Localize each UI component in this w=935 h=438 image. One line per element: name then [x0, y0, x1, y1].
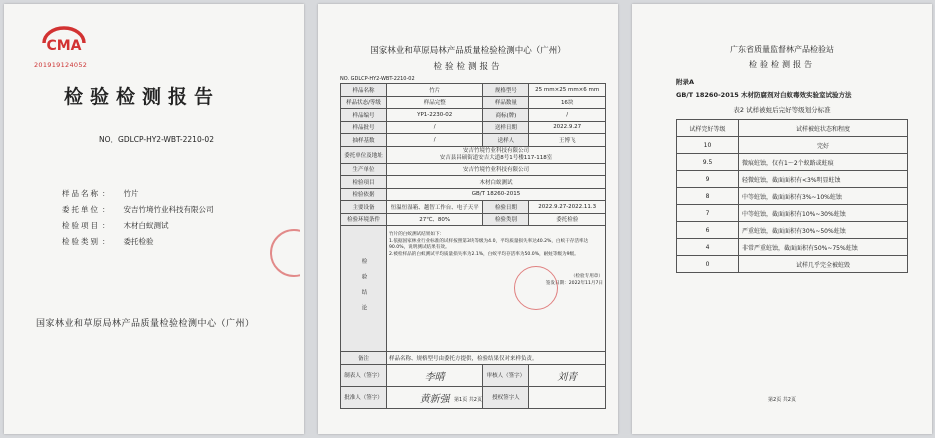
table-row: 7 中等蛀蚀，截面面积有10%~30%蛀蚀	[677, 205, 908, 222]
table-row: 样品状态/等级 样品完整 样品数量 16块	[341, 96, 606, 109]
field-test-type: 检验类别 ： 委托检验	[62, 237, 154, 246]
report-title: 检验检测报告	[64, 86, 221, 108]
table-row: 批准人（签字） 黄新强 授权签字人	[341, 386, 606, 408]
table-row: 样品批号 / 送样日期 2022.9.27	[341, 121, 606, 134]
report-detail-table	[340, 83, 606, 409]
report-detail-page	[318, 4, 618, 434]
table-row: 0 试样几乎完全被蛀毁	[677, 256, 908, 273]
table-row: 检验环境条件 27℃、80% 检验类别 委托检验	[341, 213, 606, 226]
report-number-small: NO. GDLCP-HY2-WBT-2210-02	[340, 76, 415, 82]
grade-table	[676, 119, 908, 273]
table-row: 主要设备 恒温恒湿箱、越智工作台、电子天平 检验日期 2022.9.27-2022.11.3	[341, 201, 606, 214]
table-row: 9 轻微蛀蚀，截面面积有<3%明显蛀蚀	[677, 171, 908, 188]
standard-title: GB/T 18260-2015 木材防腐剂对白蚁毒效实验室试验方法	[676, 91, 852, 99]
page-header: 国家林业和草原局林产品质量检验检测中心（广州）	[370, 46, 566, 56]
signature-approver: 黄新强	[387, 386, 483, 408]
cma-logo	[38, 26, 90, 60]
page-number: 第1页 共2页	[454, 397, 482, 403]
table-row: 9.5 微痕蛀蚀，仅有1～2个蚁路或蛀痕	[677, 154, 908, 171]
signature-maker: 李晴	[387, 364, 483, 386]
table-row: 委托单位及地址 安吉竹境竹业科技有限公司 安吉县昌硕街道安吉大道8号1号楼117-118室	[341, 146, 606, 163]
annex-label: 附录A	[676, 78, 695, 86]
field-sample-name: 样品名称 ： 竹片	[62, 189, 139, 198]
signature-reviewer: 刘青	[529, 364, 606, 386]
table-row: 8 中等蛀蚀，截面面积有3%~10%蛀蚀	[677, 188, 908, 205]
page-number: 第2页 共2页	[768, 397, 796, 403]
table-row: 6 严重蛀蚀，截面面积有30%~50%蛀蚀	[677, 222, 908, 239]
table-row: 检验结论 竹片的白蚁测试结果如下： 1.依据国家林业行业标准的试样按照第3块等级为4.0，平均质量损失率达40.2%，白蚁干存活率达90.0%，说明测试结果有效。 2.被检样品的白蚁测试平均质量损失率为2.1%，白蚁平均存活率为50.0%，耐蛀等级为9级。 （检验专用章） 签发日期：2022年11月7日	[341, 226, 606, 352]
table-caption: 表2 试样被蛀后完好等级划分标准	[733, 106, 831, 114]
issuer-footer: 国家林业和草原局林产品质量检验检测中心（广州）	[36, 319, 255, 329]
table-row: 样品名称 竹片 规格型号 25 mm×25 mm×6 mm	[341, 84, 606, 97]
table-row: 4 非常严重蛀蚀，截面面积有50%~75%蛀蚀	[677, 239, 908, 256]
field-client: 委托单位 ： 安吉竹境竹业科技有限公司	[62, 205, 214, 214]
table-header-row: 试样完好等级 试样被蛀状态和程度	[677, 120, 908, 137]
table-row: 样品编号 YP1-2230-02 商标(牌) /	[341, 109, 606, 122]
report-annex-page	[632, 4, 932, 434]
inspection-seal	[514, 266, 558, 310]
svg-text:CMA: CMA	[46, 38, 82, 54]
page-subheader: 检验检测报告	[749, 60, 815, 69]
cma-number: 201919124052	[34, 61, 88, 69]
table-row: 生产单位 安吉竹境竹业科技有限公司	[341, 163, 606, 176]
table-row: 抽样基数 / 送样人 王博飞	[341, 134, 606, 147]
report-cover-page	[4, 4, 304, 434]
report-number: NO．GDLCP-HY2-WBT-2210-02	[99, 135, 214, 144]
table-row: 备注 样品名称、规格型号由委托方提供，检验结果仅对来样负责。	[341, 352, 606, 365]
table-row: 10 完好	[677, 137, 908, 154]
conclusion-text: 竹片的白蚁测试结果如下： 1.依据国家林业行业标准的试样按照第3块等级为4.0，平均质量损失率达40.2%，白蚁干存活率达90.0%，说明测试结果有效。 2.被检样品的白蚁测试平均质量损失率为2.1%，白蚁平均存活率为50.0%，耐蛀等级为9级。 （检验专用章） 签发日期：2022年11月7日	[387, 226, 606, 352]
page-header: 广东省质量监督林产品检验站	[730, 45, 834, 54]
page-subheader: 检验检测报告	[433, 62, 503, 72]
table-row: 检验依据 GB/T 18260-2015	[341, 188, 606, 201]
table-row: 制表人（签字） 李晴 审核人（签字） 刘青	[341, 364, 606, 386]
table-row: 检验项目 木材白蚁测试	[341, 176, 606, 189]
red-seal	[270, 229, 318, 277]
field-test-item: 检验项目 ： 木材白蚁测试	[62, 221, 169, 230]
